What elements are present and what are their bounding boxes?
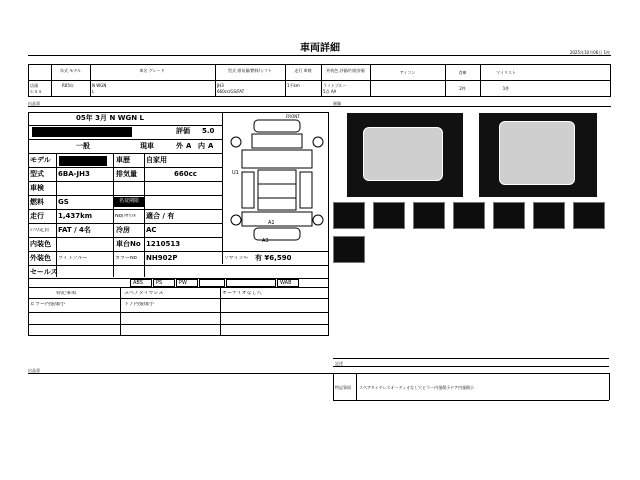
row-label-interior-color: 内装色 [30,240,51,248]
header-warehouse: 食庫 [458,70,467,75]
row-label-exterior-color: 外装色 [30,254,51,262]
grade-interior-label: 内 [198,142,205,150]
special-label: 特記事項 [335,385,351,390]
row-label-recycle: リサイクル [224,256,249,261]
row-label-chassis: 車台No [116,240,141,248]
row-label-type: 型式 [30,170,44,178]
diagram-front-label: FRONT [286,114,300,119]
row-value-chassis: 1210513 [146,240,181,248]
row-value-ac: AC [146,226,157,234]
value-mileage: 1千km [287,83,300,88]
thumb-3[interactable] [413,202,445,229]
photo-section-label: 画像 [333,101,341,106]
remarks-text: スペアタイヤレスオーディオなし穴ピラー内張傷小ドア内張傷小 [359,385,475,390]
rating-value: 5.0 [202,127,215,135]
row-value-fuel: GS [58,198,69,206]
header-mileage: 走行 車検 [294,68,312,73]
main-photo-rear[interactable] [479,113,597,197]
row-label-recycle-no: No/ﾘｻｲｸﾙ [115,214,136,219]
header-model: 型式 排気量/燃料/シフト [228,68,272,73]
value-model: JH3 [217,83,224,88]
row-value-history: 自家用 [146,156,167,164]
row-label-sales: セールス [30,268,58,276]
value-warehouse: 2件 [459,86,466,91]
option-blank-2 [226,279,276,287]
notes-section-label: 出品票 [28,368,40,373]
diagram-a1-label: A1 [268,220,275,226]
row-label-model: モデル [30,156,51,164]
row-value-displacement: 660cc [174,170,197,178]
thumb-1[interactable] [333,202,365,229]
interior-label: 一般 [76,142,90,150]
audio-note: オーディオなし穴 [222,291,262,296]
row-label-mileage: 走行 [30,212,44,220]
diagram-u1-label: U1 [232,170,239,176]
note-line-2: ドア内張傷小 [124,302,154,307]
row-value-shift: FAT / 4名 [58,226,91,234]
value-displacement: 660cc/GS/FAT [217,89,245,94]
row-label-store: 店頭 [30,83,38,88]
option-blank-1 [199,279,225,287]
value-name: N WGN [92,83,107,88]
diagram-a3-label: A3 [262,238,269,244]
row-label-displacement: 排気量 [116,170,137,178]
row-label-uss: ＵＳＳ [30,89,42,94]
row-label-name-change: 名変期限 [114,197,144,207]
header-icon: アイコン [399,70,416,75]
current-label: 現車 [140,142,154,150]
rating-label: 評価 [176,127,190,135]
value-year: R05年 [62,83,74,88]
row-value-type: 6BA-JH3 [58,170,90,178]
vehicle-damage-diagram [224,112,328,250]
value-mylist: 1件 [502,86,510,91]
option-pw: PW [176,279,198,287]
redacted-model [59,156,107,166]
value-grade: L [92,89,95,94]
row-value-recycle: 有 ¥6,590 [255,254,292,262]
header-color: 外装色 評価/内装評価 [326,68,365,73]
row-label-inspection: 車検 [30,184,44,192]
row-value-recycle-no: 適合 / 有 [146,212,175,220]
option-abs: ABS [130,279,152,287]
sheet-top-line: 05年 3月 N WGN L [76,114,145,122]
row-value-exterior-color: ライトブルー [58,256,88,261]
thumb-4[interactable] [453,202,485,229]
thumb-5[interactable] [493,202,525,229]
value-color: ライトブルー [323,83,347,88]
row-label-history: 車歴 [116,156,130,164]
special-notes-header: 特記事項 [56,291,77,296]
row-label-fuel: 燃料 [30,198,44,206]
sheet-section-label: 出品票 [28,101,40,106]
thumb-7[interactable] [573,202,605,229]
thumb-6[interactable] [533,202,565,229]
thumb-8[interactable] [333,236,365,263]
main-photo-front[interactable] [347,113,463,197]
row-value-mileage: 1,437km [58,212,93,220]
spare-tire-note: スペアタイヤレス [124,291,164,296]
row-value-color-no: NH902P [146,254,178,262]
grade-interior-value: A [208,142,214,150]
header-year: 年式 モデル [59,68,82,73]
thumb-2[interactable] [373,202,405,229]
row-label-shift: ｼﾌﾄ/定員 [30,228,50,233]
option-ps: PS [153,279,175,287]
header-name: 車名 グレード [139,68,165,73]
page-title: 車両詳細 [300,43,340,54]
grade-exterior-value: A [186,142,192,150]
value-score: 5点 AA [323,89,337,94]
remarks-label: 記述 [335,361,343,366]
option-wab: WAB [277,279,299,287]
redacted-block [32,127,132,137]
grade-exterior-label: 外 [176,142,183,150]
row-label-ac: 冷房 [116,226,130,234]
date-label: 2025年10月06日 1枚 [569,50,610,55]
header-mylist: マイリスト [496,70,516,75]
note-line-1: ピラー内張傷小 [30,302,66,307]
row-label-color-no: カラーNo [115,256,137,261]
